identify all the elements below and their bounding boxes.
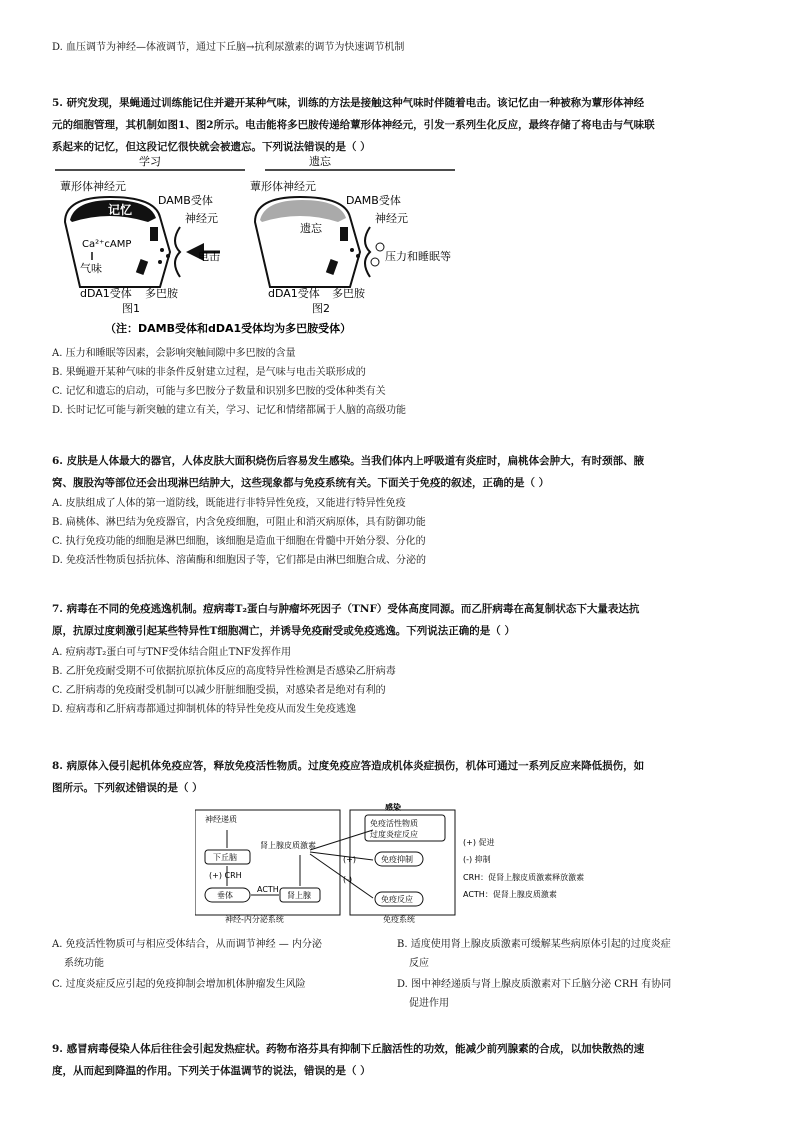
q8-line-2: 图所示。下列叙述错误的是（ ） — [52, 782, 203, 794]
q6-option-b: B. 扁桃体、淋巴结为免疫器官，内含免疫细胞，可阻止和消灭病原体，具有防御功能 — [52, 517, 426, 528]
q8-option-d-cont: 促进作用 — [409, 998, 449, 1009]
q7-line-2: 原，抗原过度刺激引起某些特异性T细胞凋亡，并诱导免疫耐受或免疫逃逸。下列说法正确的是（ ） — [52, 625, 515, 637]
q7-options — [52, 643, 396, 719]
fig8-minus: (-) — [343, 875, 353, 884]
fig1-memory: 记忆 — [108, 203, 133, 217]
fig2-dopamine: 多巴胺 — [332, 287, 365, 300]
question-5 — [52, 92, 655, 158]
fig2-stress: 压力和睡眠等 — [385, 250, 451, 263]
fig1-caption: 图1 — [122, 302, 140, 315]
q7-line-1: 7. 病毒在不同的免疫逃逸机制。痘病毒T₂蛋白与肿瘤坏死因子（TNF）受体高度同源。而乙肝病毒在高复制状态下大量表达抗 — [52, 603, 640, 615]
fig2-da1: dDA1受体 — [268, 287, 320, 300]
q7-option-d: D. 痘病毒和乙肝病毒都通过抑制机体的特异性免疫从而发生免疫逃逸 — [52, 704, 357, 715]
fig8-legend-3: CRH：促肾上腺皮质激素释放激素 — [463, 873, 585, 882]
q6-option-a: A. 皮肤组成了人体的第一道防线，既能进行非特异性免疫，又能进行特异性免疫 — [52, 498, 406, 509]
q8-option-b-cont: 反应 — [409, 958, 429, 969]
q6-options — [52, 494, 426, 570]
fig8-active: 免疫活性物质 — [370, 819, 418, 828]
fig8-plus: (+) — [343, 855, 356, 864]
q8-line-1: 8. 病原体入侵引起机体免疫应答，释放免疫活性物质。过度免疫应答造成机体炎症损伤，机体可通过一系列反应来降低损伤，如 — [52, 760, 645, 772]
fig-note: （注：DAMB受体和dDA1受体均为多巴胺受体） — [105, 322, 352, 335]
q5-line-1: 5. 研究发现，果蝇通过训练能记住并避开某种气味，训练的方法是接触这种气味时伴随着电击。该记忆由一种被称为蕈形体神经 — [52, 97, 645, 109]
fig8-legend-2: (-) 抑制 — [463, 855, 491, 864]
q5-option-a: A. 压力和睡眠等因素，会影响突触间隙中多巴胺的含量 — [52, 348, 296, 359]
q5-option-b: B. 果蝇避开某种气味的非条件反射建立过程，是气味与电击关联形成的 — [52, 367, 366, 378]
q6-option-d: D. 免疫活性物质包括抗体、溶菌酶和细胞因子等，它们都是由淋巴细胞合成、分泌的 — [52, 555, 427, 566]
fig8-pituitary: 垂体 — [217, 891, 233, 900]
fig8-acth: ACTH — [257, 885, 279, 894]
fig8-legend-4: ACTH：促肾上腺皮质激素 — [463, 890, 557, 899]
fig2-header: 遗忘 — [309, 155, 331, 168]
fig1-shock: 电击 — [198, 250, 220, 263]
fig1-header: 学习 — [139, 155, 161, 168]
fig1-camp: Ca²⁺cAMP — [82, 239, 132, 250]
option-d-prev: D. 血压调节为神经—体液调节，通过下丘脑→抗利尿激素的调节为快速调节机制 — [52, 42, 405, 53]
question-7 — [52, 598, 639, 642]
q5-option-c: C. 记忆和遗忘的启动，可能与多巴胺分子数量和识别多巴胺的受体种类有关 — [52, 386, 386, 397]
fig8-crh: (+) CRH — [209, 871, 242, 880]
fig1-nerve: 神经元 — [185, 212, 218, 225]
q7-option-c: C. 乙肝病毒的免疫耐受机制可以减少肝脏细胞受损，对感染者是绝对有利的 — [52, 685, 386, 696]
fig2-caption: 图2 — [312, 302, 330, 315]
fig2-forget: 遗忘 — [300, 222, 322, 235]
q8-option-d: D. 图中神经递质与肾上腺皮质激素对下丘脑分泌 CRH 有协同 — [397, 979, 672, 990]
q9-line-1: 9. 感冒病毒侵染人体后往往会引起发热症状。药物布洛芬具有抑制下丘脑活性的功效，能减少前列腺素的合成，以加快散热的速 — [52, 1043, 645, 1055]
q8-option-a: A. 免疫活性物质可与相应受体结合，从而调节神经 — 内分泌 — [52, 939, 322, 950]
fig1-dopamine: 多巴胺 — [145, 287, 178, 300]
fig1-neuron-label: 蕈形体神经元 — [60, 180, 126, 193]
q8-figure — [195, 800, 615, 930]
q8-option-c: C. 过度炎症反应引起的免疫抑制会增加机体肿瘤发生风险 — [52, 979, 306, 990]
q7-option-a: A. 痘病毒T₂蛋白可与TNF受体结合阻止TNF发挥作用 — [52, 647, 291, 658]
fig8-suppress: 免疫抑制 — [381, 855, 413, 864]
q5-line-2: 元的细胞管理，其机制如图1、图2所示。电击能将多巴胺传递给蕈形体神经元，引发一系列生化反应，最终存储了将电击与气味联 — [52, 119, 655, 131]
q8-option-a-cont: 系统功能 — [64, 958, 104, 969]
fig1-damb: DAMB受体 — [158, 194, 213, 207]
question-6 — [52, 450, 644, 494]
fig8-immune-sys: 免疫系统 — [383, 915, 415, 924]
q6-option-c: C. 执行免疫功能的细胞是淋巴细胞，该细胞是造血干细胞在骨髓中开始分裂、分化的 — [52, 536, 426, 547]
fig8-infection: 感染 — [385, 803, 401, 812]
fig8-gc: 肾上腺皮质激素 — [260, 841, 316, 850]
q6-line-2: 窝、腹股沟等部位还会出现淋巴结肿大，这些现象都与免疫系统有关。下面关于免疫的叙述，正确的是（ ） — [52, 477, 550, 489]
fig2-nerve: 神经元 — [375, 212, 408, 225]
fig1-da1: dDA1受体 — [80, 287, 132, 300]
q5-line-3: 系起来的记忆，但这段记忆很快就会被遗忘。下列说法错误的是（ ） — [52, 141, 371, 153]
q6-line-1: 6. 皮肤是人体最大的器官，人体皮肤大面积烧伤后容易发生感染。当我们体内上呼吸道有炎症时，扁桃体会肿大，有时颈部、腋 — [52, 455, 645, 467]
fig8-response: 免疫反应 — [381, 895, 413, 904]
question-8 — [52, 755, 644, 799]
q7-option-b: B. 乙肝免疫耐受期不可依据抗原抗体反应的高度特异性检测是否感染乙肝病毒 — [52, 666, 396, 677]
fig2-neuron-label: 蕈形体神经元 — [250, 180, 316, 193]
q8-option-b: B. 适度使用肾上腺皮质激素可缓解某些病原体引起的过度炎症 — [397, 939, 671, 950]
fig8-neuro-sys: 神经-内分泌系统 — [225, 915, 284, 924]
fig2-damb: DAMB受体 — [346, 194, 401, 207]
q5-options — [52, 344, 406, 420]
q5-figure — [50, 152, 480, 342]
fig8-adrenal: 肾上腺 — [287, 891, 311, 900]
q9-line-2: 度，从而起到降温的作用。下列关于体温调节的说法，错误的是（ ） — [52, 1065, 371, 1077]
q5-option-d: D. 长时记忆可能与新突触的建立有关，学习、记忆和情绪都属于人脑的高级功能 — [52, 405, 407, 416]
fig8-neural: 神经递质 — [205, 815, 237, 824]
question-9 — [52, 1038, 644, 1082]
fig8-hypothalamus: 下丘脑 — [213, 853, 237, 862]
fig8-legend-1: (+) 促进 — [463, 838, 495, 847]
fig8-inflam: 过度炎症反应 — [370, 830, 418, 839]
fig1-smell: 气味 — [80, 262, 102, 275]
